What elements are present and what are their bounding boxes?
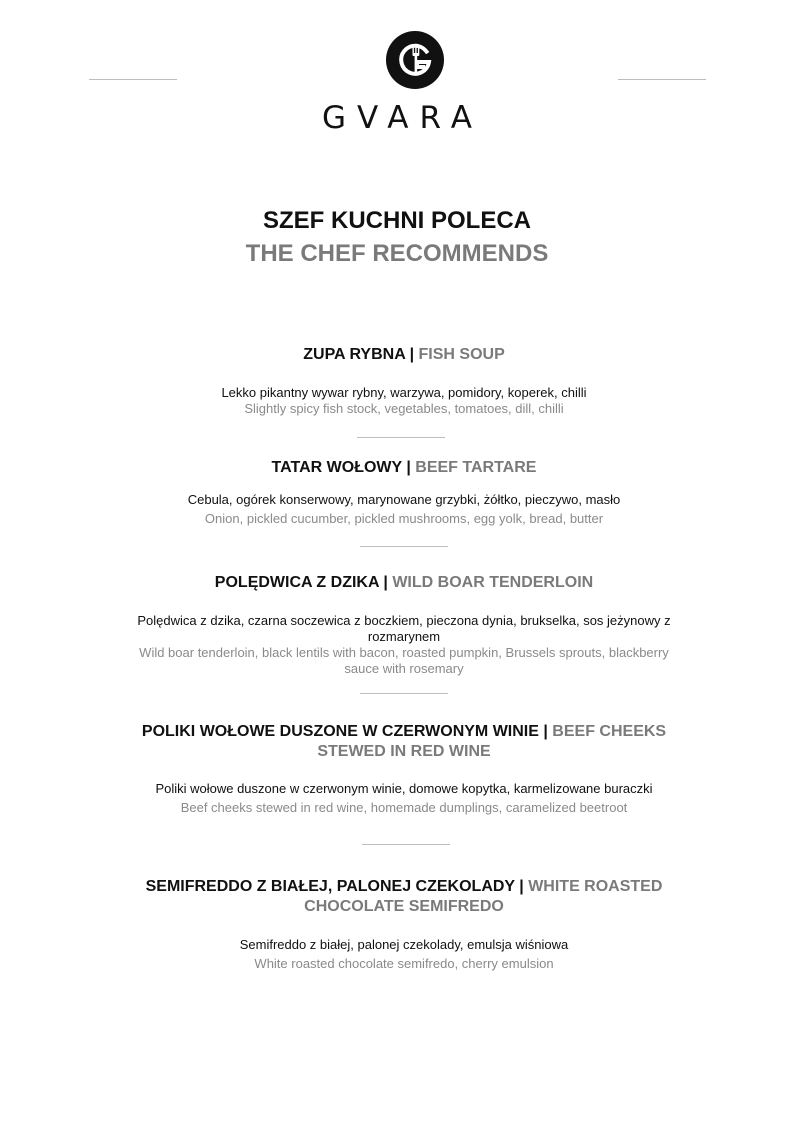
logo-right-rule <box>618 79 706 80</box>
dish-title-polish: TATAR WOŁOWY <box>271 459 402 476</box>
menu-item-beef-tartare <box>130 458 678 527</box>
brand-logo-icon <box>386 31 444 89</box>
dish-description-english: White roasted chocolate semifredo, cherry emulsion <box>254 956 554 971</box>
dish-description-polish: Lekko pikantny wywar rybny, warzywa, pomidory, koperek, chilli <box>221 385 587 400</box>
title-separator: | <box>378 574 393 591</box>
dish-title-polish: SEMIFREDDO Z BIAŁEJ, PALONEJ CZEKOLADY <box>145 878 515 895</box>
dish-title <box>130 877 678 917</box>
section-divider <box>362 844 450 845</box>
title-separator: | <box>538 723 553 740</box>
dish-description-english: Onion, pickled cucumber, pickled mushrooms, egg yolk, bread, butter <box>204 511 604 526</box>
menu-item-wild-boar-tenderloin <box>130 573 678 677</box>
title-separator: | <box>401 459 416 476</box>
logo-left-rule <box>89 79 177 80</box>
dish-description-english: Wild boar tenderloin, black lentils with bacon, roasted pumpkin, Brussels sprouts, blackberry sauce with rosemary <box>139 645 669 676</box>
dish-description-english: Beef cheeks stewed in red wine, homemade dumplings, caramelized beetroot <box>180 800 628 815</box>
brand-wordmark: GVARA <box>322 100 483 136</box>
section-divider <box>357 437 445 438</box>
page-heading <box>0 205 794 271</box>
heading-english: THE CHEF RECOMMENDS <box>245 240 549 267</box>
section-divider <box>360 546 448 547</box>
dish-title-english: WHITE ROASTED CHOCOLATE SEMIFREDO <box>304 878 663 915</box>
dish-title-english: BEEF TARTARE <box>415 459 537 476</box>
dish-description-polish: Polędwica z dzika, czarna soczewica z boczkiem, pieczona dynia, brukselka, sos jeżynowy z rozmarynem <box>137 613 671 644</box>
dish-description-polish: Poliki wołowe duszone w czerwonym winie, domowe kopytka, karmelizowane buraczki <box>155 781 653 796</box>
section-divider <box>360 693 448 694</box>
dish-description-polish: Semifreddo z białej, palonej czekolady, emulsja wiśniowa <box>239 937 569 952</box>
menu-item-semifreddo <box>130 877 678 972</box>
dish-title-english: FISH SOUP <box>418 346 505 363</box>
dish-title <box>130 345 678 365</box>
dish-title-english: WILD BOAR TENDERLOIN <box>392 574 594 591</box>
title-separator: | <box>405 346 419 363</box>
title-separator: | <box>514 878 529 895</box>
heading-polish: SZEF KUCHNI POLECA <box>262 207 531 234</box>
dish-title-polish: POLIKI WOŁOWE DUSZONE W CZERWONYM WINIE <box>141 723 539 740</box>
dish-description-english: Slightly spicy fish stock, vegetables, tomatoes, dill, chilli <box>244 401 564 416</box>
dish-title-polish: POLĘDWICA Z DZIKA <box>214 574 379 591</box>
dish-title <box>130 722 678 762</box>
menu-item-fish-soup <box>130 345 678 417</box>
dish-title-polish: ZUPA RYBNA <box>303 346 406 363</box>
dish-title <box>130 458 678 478</box>
dish-title-english: BEEF CHEEKS STEWED IN RED WINE <box>317 723 667 760</box>
dish-description-polish: Cebula, ogórek konserwowy, marynowane grzybki, żółtko, pieczywo, masło <box>187 492 621 507</box>
menu-item-beef-cheeks <box>130 722 678 816</box>
dish-title <box>130 573 678 593</box>
